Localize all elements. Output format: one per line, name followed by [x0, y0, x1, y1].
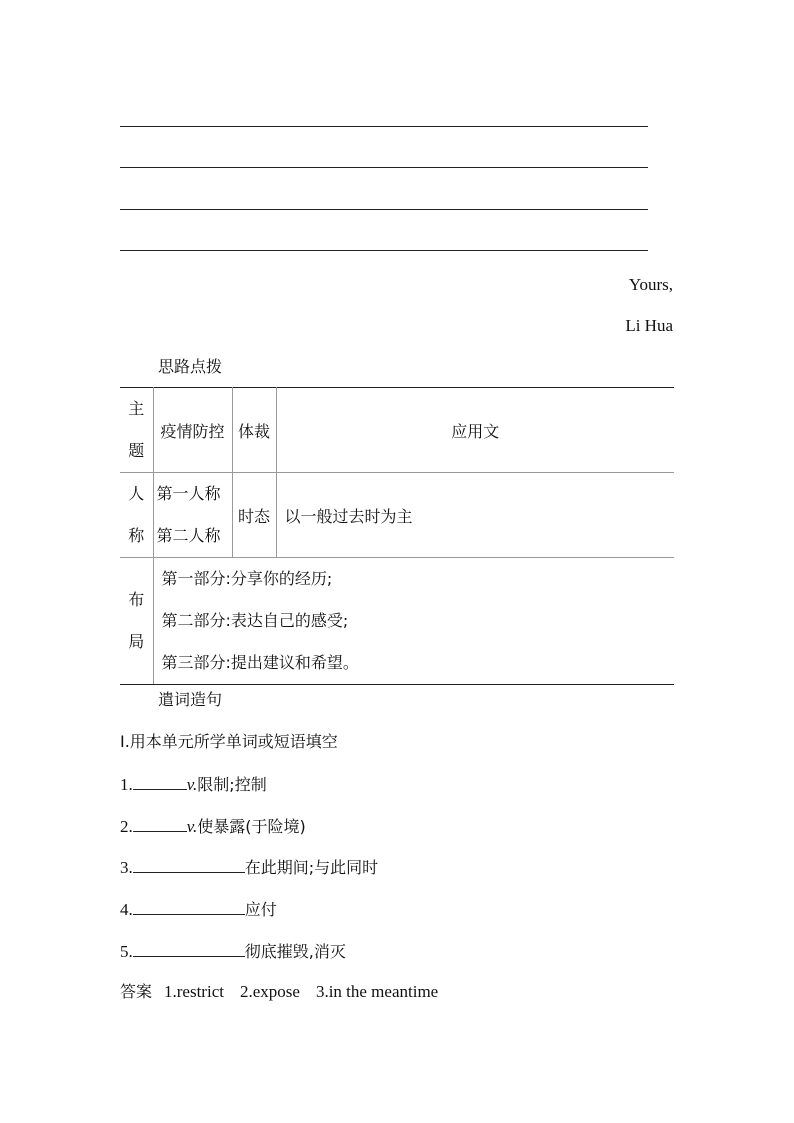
answer-1: 1.restrict — [164, 982, 224, 1001]
layout-label-char-2: 局 — [128, 632, 145, 651]
writing-line-4 — [120, 250, 648, 251]
answer-blank[interactable] — [133, 773, 187, 790]
letter-closing: Yours, — [628, 275, 673, 294]
vocab-meaning: 限制;控制 — [197, 775, 267, 794]
layout-line-1: 第一部分:分享你的经历; — [161, 569, 333, 588]
theme-label-char-2: 题 — [128, 441, 145, 460]
tense-value-cell: 以一般过去时为主 — [276, 473, 674, 558]
idea-heading: 思路点拨 — [158, 357, 223, 376]
vocab-item-number: 2. — [120, 817, 133, 836]
layout-label-cell — [120, 558, 153, 685]
answer-blank[interactable] — [133, 815, 187, 832]
vocab-item-number: 1. — [120, 775, 133, 794]
vocab-meaning: 在此期间;与此同时 — [244, 858, 379, 877]
answer-2: 2.expose — [239, 982, 300, 1001]
person-label-cell — [120, 473, 153, 558]
vocab-item-4 — [120, 898, 277, 921]
answer-3: 3.in the meantime — [315, 982, 439, 1001]
theme-value-cell: 疫情防控 — [153, 388, 232, 473]
answer-label: 答案 — [120, 982, 153, 1001]
vocab-heading: 遣词造句 — [158, 690, 223, 709]
theme-label-char-1: 主 — [128, 399, 145, 418]
layout-line-3: 第三部分:提出建议和希望。 — [161, 653, 359, 672]
part-title: Ⅰ.用本单元所学单词或短语填空 — [120, 732, 338, 751]
genre-label-cell: 体裁 — [232, 388, 276, 473]
theme-label-cell — [120, 388, 153, 473]
person-label-char-1: 人 — [128, 484, 145, 503]
writing-line-2 — [120, 167, 648, 168]
vocab-meaning: 彻底摧毁,消灭 — [244, 942, 346, 961]
vocab-item-number: 5. — [120, 942, 133, 961]
vocab-meaning: 应付 — [244, 900, 277, 919]
person-label-char-2: 称 — [128, 526, 145, 545]
writing-line-3 — [120, 209, 648, 210]
outline-table — [120, 387, 674, 685]
vocab-item-1 — [120, 773, 267, 796]
vocab-item-number: 3. — [120, 858, 133, 877]
vocab-item-2 — [120, 815, 306, 838]
layout-label-char-1: 布 — [128, 590, 145, 609]
writing-line-1 — [120, 126, 648, 127]
person-value-cell — [153, 473, 232, 558]
answer-blank[interactable] — [133, 898, 245, 915]
table-row-person — [120, 473, 674, 558]
person-value-first: 第一人称 — [156, 484, 221, 503]
table-row-layout — [120, 558, 674, 685]
table-row-theme — [120, 388, 674, 473]
layout-value-cell — [153, 558, 674, 685]
answer-blank[interactable] — [133, 940, 245, 957]
tense-label-cell: 时态 — [232, 473, 276, 558]
answer-blank[interactable] — [133, 856, 245, 873]
person-value-second: 第二人称 — [156, 526, 221, 545]
part-of-speech: v. — [186, 775, 198, 794]
vocab-item-3 — [120, 856, 378, 879]
letter-signature: Li Hua — [625, 316, 673, 335]
part-of-speech: v. — [186, 817, 198, 836]
genre-value-cell: 应用文 — [276, 388, 674, 473]
vocab-meaning: 使暴露(于险境) — [197, 817, 306, 836]
vocab-item-number: 4. — [120, 900, 133, 919]
layout-line-2: 第二部分:表达自己的感受; — [161, 611, 349, 630]
vocab-item-5 — [120, 940, 346, 963]
answer-line — [120, 981, 438, 1003]
